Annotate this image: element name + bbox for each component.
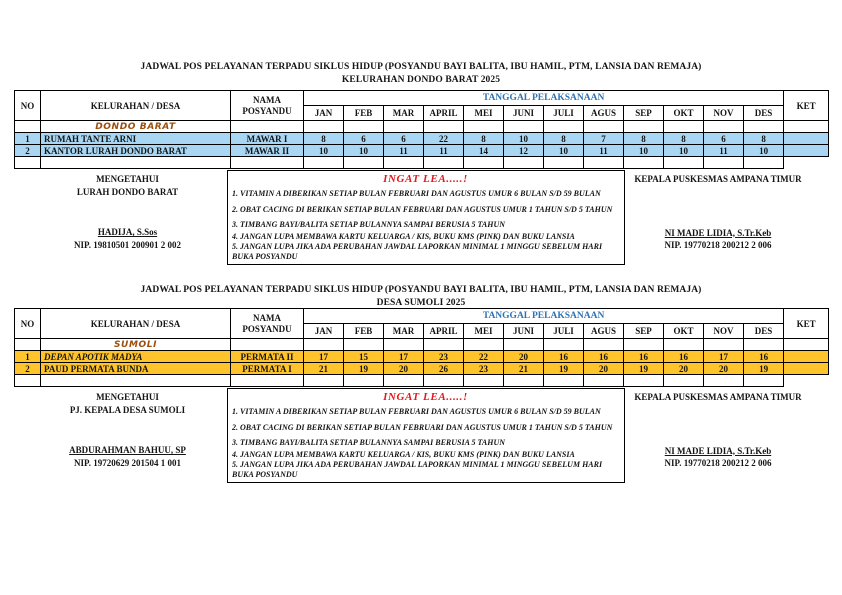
empty-cell — [664, 339, 704, 351]
signature-name: NI MADE LIDIA, S.Tr.Keb — [664, 227, 772, 238]
reminder-title: INGAT LEA.....! — [383, 173, 468, 185]
month-header-cell: FEB — [344, 106, 384, 121]
header-row — [15, 309, 829, 324]
date-cell: 10 — [304, 145, 344, 157]
month-header-cell: SEP — [624, 106, 664, 121]
col-header-no: NO — [15, 309, 41, 339]
table-row — [15, 133, 829, 145]
date-cell: 21 — [504, 363, 544, 375]
empty-cell — [41, 375, 231, 387]
empty-cell — [504, 157, 544, 169]
col-header-tanggal-pelaksanaan: TANGGAL PELAKSANAAN — [304, 309, 784, 324]
empty-cell — [584, 157, 624, 169]
empty-cell — [624, 157, 664, 169]
blank-row — [15, 157, 829, 169]
empty-cell — [464, 121, 504, 133]
date-cell: 23 — [464, 363, 504, 375]
reminder-item: 3. TIMBANG BAYI/BALITA SETIAP BULANNYA SAMPAI BERUSIA 5 TAHUN — [232, 438, 506, 447]
empty-cell — [624, 375, 664, 387]
date-cell: 17 — [304, 351, 344, 363]
empty-cell — [384, 375, 424, 387]
posyandu-cell: MAWAR I — [231, 133, 304, 145]
date-cell: 19 — [744, 363, 784, 375]
empty-cell — [664, 157, 704, 169]
date-cell: 23 — [424, 351, 464, 363]
table-row — [15, 351, 829, 363]
signature-nip: NIP. 19720629 201504 1 001 — [74, 457, 181, 468]
group-label: SUMOLI — [41, 339, 231, 351]
signature-block-kepala-desa — [30, 391, 225, 469]
empty-cell — [424, 339, 464, 351]
date-cell: 8 — [664, 133, 704, 145]
empty-cell — [304, 339, 344, 351]
row-number: 1 — [15, 133, 41, 145]
month-header-cell: OKT — [664, 106, 704, 121]
kelurahan-cell: DEPAN APOTIK MADYA — [41, 351, 231, 363]
month-header-cell: JULI — [544, 324, 584, 339]
date-cell: 20 — [704, 363, 744, 375]
row-number: 1 — [15, 351, 41, 363]
empty-cell — [15, 157, 41, 169]
date-cell: 8 — [544, 133, 584, 145]
signature-name: NI MADE LIDIA, S.Tr.Keb — [664, 445, 772, 456]
document-title-dondo-barat — [0, 61, 842, 86]
date-cell: 16 — [584, 351, 624, 363]
empty-cell — [15, 121, 41, 133]
date-cell: 8 — [304, 133, 344, 145]
empty-cell — [544, 339, 584, 351]
reminder-item: 4. JANGAN LUPA MEMBAWA KARTU KELUARGA / KIS, BUKU KMS (PINK) DAN BUKU LANSIA — [232, 450, 575, 459]
date-cell: 11 — [384, 145, 424, 157]
empty-cell — [784, 145, 829, 157]
empty-cell — [664, 375, 704, 387]
col-header-ket: KET — [784, 91, 829, 121]
reminder-items — [232, 189, 619, 261]
date-cell: 6 — [384, 133, 424, 145]
date-cell: 11 — [424, 145, 464, 157]
month-header-cell: DES — [744, 324, 784, 339]
reminder-item: 4. JANGAN LUPA MEMBAWA KARTU KELUARGA / KIS, BUKU KMS (PINK) DAN BUKU LANSIA — [232, 232, 575, 241]
signature-name: ABDURAHMAN BAHUU, SP — [69, 445, 186, 455]
table-row — [15, 363, 829, 375]
empty-cell — [744, 339, 784, 351]
signature-nip: NIP. 19770218 200212 2 006 — [664, 240, 772, 250]
empty-cell — [704, 339, 744, 351]
empty-cell — [304, 157, 344, 169]
reminder-box — [227, 388, 625, 483]
empty-cell — [584, 121, 624, 133]
empty-cell — [544, 121, 584, 133]
date-cell: 19 — [544, 363, 584, 375]
date-cell: 20 — [664, 363, 704, 375]
month-header-cell: AGUS — [584, 324, 624, 339]
month-header-cell: AGUS — [584, 106, 624, 121]
schedule-table-dondo-barat — [14, 90, 829, 169]
month-header-cell: JAN — [304, 106, 344, 121]
signature-heading: KEPALA PUSKESMAS AMPANA TIMUR — [634, 174, 802, 184]
empty-cell — [464, 339, 504, 351]
month-header-cell: DES — [744, 106, 784, 121]
empty-cell — [231, 157, 304, 169]
date-cell: 20 — [384, 363, 424, 375]
empty-cell — [624, 339, 664, 351]
group-label-row — [15, 121, 829, 133]
date-cell: 10 — [544, 145, 584, 157]
reminder-item: 1. VITAMIN A DIBERIKAN SETIAP BULAN FEBRUARI DAN AGUSTUS UMUR 6 BULAN S/D 59 BULAN — [232, 407, 601, 416]
empty-cell — [584, 375, 624, 387]
empty-cell — [15, 375, 41, 387]
reminder-item: 1. VITAMIN A DIBERIKAN SETIAP BULAN FEBRUARI DAN AGUSTUS UMUR 6 BULAN S/D 59 BULAN — [232, 189, 601, 198]
schedule-table-sumoli — [14, 308, 829, 387]
col-header-ket: KET — [784, 309, 829, 339]
date-cell: 8 — [464, 133, 504, 145]
table-row — [15, 145, 829, 157]
empty-cell — [664, 121, 704, 133]
empty-cell — [384, 339, 424, 351]
date-cell: 11 — [584, 145, 624, 157]
empty-cell — [304, 375, 344, 387]
group-label-row — [15, 339, 829, 351]
empty-cell — [744, 375, 784, 387]
date-cell: 16 — [744, 351, 784, 363]
date-cell: 15 — [344, 351, 384, 363]
signature-section-dondo-barat — [0, 170, 842, 265]
date-cell: 10 — [504, 133, 544, 145]
reminder-item: 5. JANGAN LUPA JIKA ADA PERUBAHAN JAWDAL LAPORKAN MINIMAL 1 MINGGU SEBELUM HARI BUKA POSYANDU — [232, 242, 603, 261]
col-header-nama-posyandu: NAMA POSYANDU — [231, 91, 304, 121]
group-label: DONDO BARAT — [41, 121, 231, 133]
kelurahan-cell: KANTOR LURAH DONDO BARAT — [41, 145, 231, 157]
month-header-cell: FEB — [344, 324, 384, 339]
reminder-item: 5. JANGAN LUPA JIKA ADA PERUBAHAN JAWDAL LAPORKAN MINIMAL 1 MINGGU SEBELUM HARI BUKA POSYANDU — [232, 460, 603, 479]
title-line-2: DESA SUMOLI 2025 — [376, 297, 466, 308]
empty-cell — [344, 157, 384, 169]
date-cell: 20 — [504, 351, 544, 363]
month-header-cell: JULI — [544, 106, 584, 121]
empty-cell — [424, 157, 464, 169]
posyandu-cell: MAWAR II — [231, 145, 304, 157]
signature-name: HADIJA, S.Sos — [97, 227, 158, 237]
month-header-cell: JUNI — [504, 106, 544, 121]
signature-nip: NIP. 19770218 200212 2 006 — [664, 458, 772, 468]
title-line-1: JADWAL POS PELAYANAN TERPADU SIKLUS HIDUP (POSYANDU BAYI BALITA, IBU HAMIL, PTM, LANSIA DAN REMAJA) — [140, 285, 702, 295]
date-cell: 8 — [624, 133, 664, 145]
empty-cell — [231, 339, 304, 351]
posyandu-cell: PERMATA II — [231, 351, 304, 363]
empty-cell — [504, 375, 544, 387]
empty-cell — [504, 339, 544, 351]
col-header-no: NO — [15, 91, 41, 121]
col-header-kelurahan: KELURAHAN / DESA — [41, 309, 231, 339]
date-cell: 26 — [424, 363, 464, 375]
empty-cell — [704, 157, 744, 169]
empty-cell — [384, 121, 424, 133]
signature-block-puskesmas — [628, 391, 808, 470]
empty-cell — [744, 121, 784, 133]
month-header-cell: MEI — [464, 324, 504, 339]
reminder-items — [232, 407, 619, 479]
empty-cell — [504, 121, 544, 133]
date-cell: 16 — [544, 351, 584, 363]
signature-role: LURAH DONDO BARAT — [76, 186, 179, 197]
date-cell: 10 — [664, 145, 704, 157]
signature-role: PJ. KEPALA DESA SUMOLI — [69, 404, 186, 415]
date-cell: 6 — [704, 133, 744, 145]
empty-cell — [544, 157, 584, 169]
col-header-kelurahan: KELURAHAN / DESA — [41, 91, 231, 121]
signature-block-puskesmas — [628, 173, 808, 252]
empty-cell — [424, 121, 464, 133]
kelurahan-cell: PAUD PERMATA BUNDA — [41, 363, 231, 375]
title-line-1: JADWAL POS PELAYANAN TERPADU SIKLUS HIDUP (POSYANDU BAYI BALITA, IBU HAMIL, PTM, LANSIA DAN REMAJA) — [140, 62, 702, 72]
month-header-cell: MAR — [384, 106, 424, 121]
title-line-2: KELURAHAN DONDO BARAT 2025 — [341, 74, 501, 85]
reminder-item: 2. OBAT CACING DI BERIKAN SETIAP BULAN FEBRUARI DAN AGUSTUS UMUR 1 TAHUN S/D 5 TAHUN — [232, 422, 613, 432]
signature-block-lurah — [30, 173, 225, 251]
date-cell: 16 — [624, 351, 664, 363]
kelurahan-cell: RUMAH TANTE ARNI — [41, 133, 231, 145]
month-header-cell: SEP — [624, 324, 664, 339]
empty-cell — [624, 121, 664, 133]
empty-cell — [464, 375, 504, 387]
date-cell: 20 — [584, 363, 624, 375]
row-number: 2 — [15, 145, 41, 157]
empty-cell — [344, 339, 384, 351]
date-cell: 10 — [624, 145, 664, 157]
empty-cell — [464, 157, 504, 169]
reminder-item: 3. TIMBANG BAYI/BALITA SETIAP BULANNYA SAMPAI BERUSIA 5 TAHUN — [232, 220, 506, 229]
month-header-cell: APRIL — [424, 106, 464, 121]
date-cell: 7 — [584, 133, 624, 145]
date-cell: 19 — [624, 363, 664, 375]
reminder-item: 2. OBAT CACING DI BERIKAN SETIAP BULAN FEBRUARI DAN AGUSTUS UMUR 1 TAHUN S/D 5 TAHUN — [232, 204, 613, 214]
empty-cell — [784, 351, 829, 363]
date-cell: 17 — [704, 351, 744, 363]
empty-cell — [704, 121, 744, 133]
date-cell: 11 — [704, 145, 744, 157]
posyandu-cell: PERMATA I — [231, 363, 304, 375]
empty-cell — [744, 157, 784, 169]
empty-cell — [231, 121, 304, 133]
date-cell: 16 — [664, 351, 704, 363]
empty-cell — [784, 339, 829, 351]
col-header-tanggal-pelaksanaan: TANGGAL PELAKSANAAN — [304, 91, 784, 106]
empty-cell — [584, 339, 624, 351]
month-header-cell: JAN — [304, 324, 344, 339]
blank-row — [15, 375, 829, 387]
empty-cell — [15, 339, 41, 351]
empty-cell — [231, 375, 304, 387]
document-title-sumoli — [0, 284, 842, 309]
month-header-cell: NOV — [704, 324, 744, 339]
date-cell: 6 — [344, 133, 384, 145]
date-cell: 22 — [464, 351, 504, 363]
empty-cell — [41, 157, 231, 169]
date-cell: 17 — [384, 351, 424, 363]
date-cell: 8 — [744, 133, 784, 145]
month-header-cell: JUNI — [504, 324, 544, 339]
header-row — [15, 91, 829, 106]
empty-cell — [424, 375, 464, 387]
date-cell: 21 — [304, 363, 344, 375]
reminder-box — [227, 170, 625, 265]
month-header-cell: MEI — [464, 106, 504, 121]
signature-heading: MENGETAHUI — [96, 392, 159, 402]
empty-cell — [304, 121, 344, 133]
date-cell: 10 — [744, 145, 784, 157]
row-number: 2 — [15, 363, 41, 375]
signature-heading: MENGETAHUI — [96, 174, 159, 184]
empty-cell — [784, 363, 829, 375]
signature-heading: KEPALA PUSKESMAS AMPANA TIMUR — [634, 392, 802, 402]
month-header-cell: OKT — [664, 324, 704, 339]
date-cell: 22 — [424, 133, 464, 145]
empty-cell — [344, 375, 384, 387]
empty-cell — [344, 121, 384, 133]
month-header-cell: MAR — [384, 324, 424, 339]
date-cell: 14 — [464, 145, 504, 157]
signature-section-sumoli — [0, 388, 842, 483]
month-header-cell: NOV — [704, 106, 744, 121]
empty-cell — [704, 375, 744, 387]
reminder-title: INGAT LEA.....! — [383, 391, 468, 403]
signature-nip: NIP. 19810501 200901 2 002 — [74, 239, 181, 250]
empty-cell — [544, 375, 584, 387]
empty-cell — [784, 133, 829, 145]
month-header-cell: APRIL — [424, 324, 464, 339]
date-cell: 19 — [344, 363, 384, 375]
col-header-nama-posyandu: NAMA POSYANDU — [231, 309, 304, 339]
date-cell: 12 — [504, 145, 544, 157]
empty-cell — [784, 121, 829, 133]
date-cell: 10 — [344, 145, 384, 157]
empty-cell — [384, 157, 424, 169]
